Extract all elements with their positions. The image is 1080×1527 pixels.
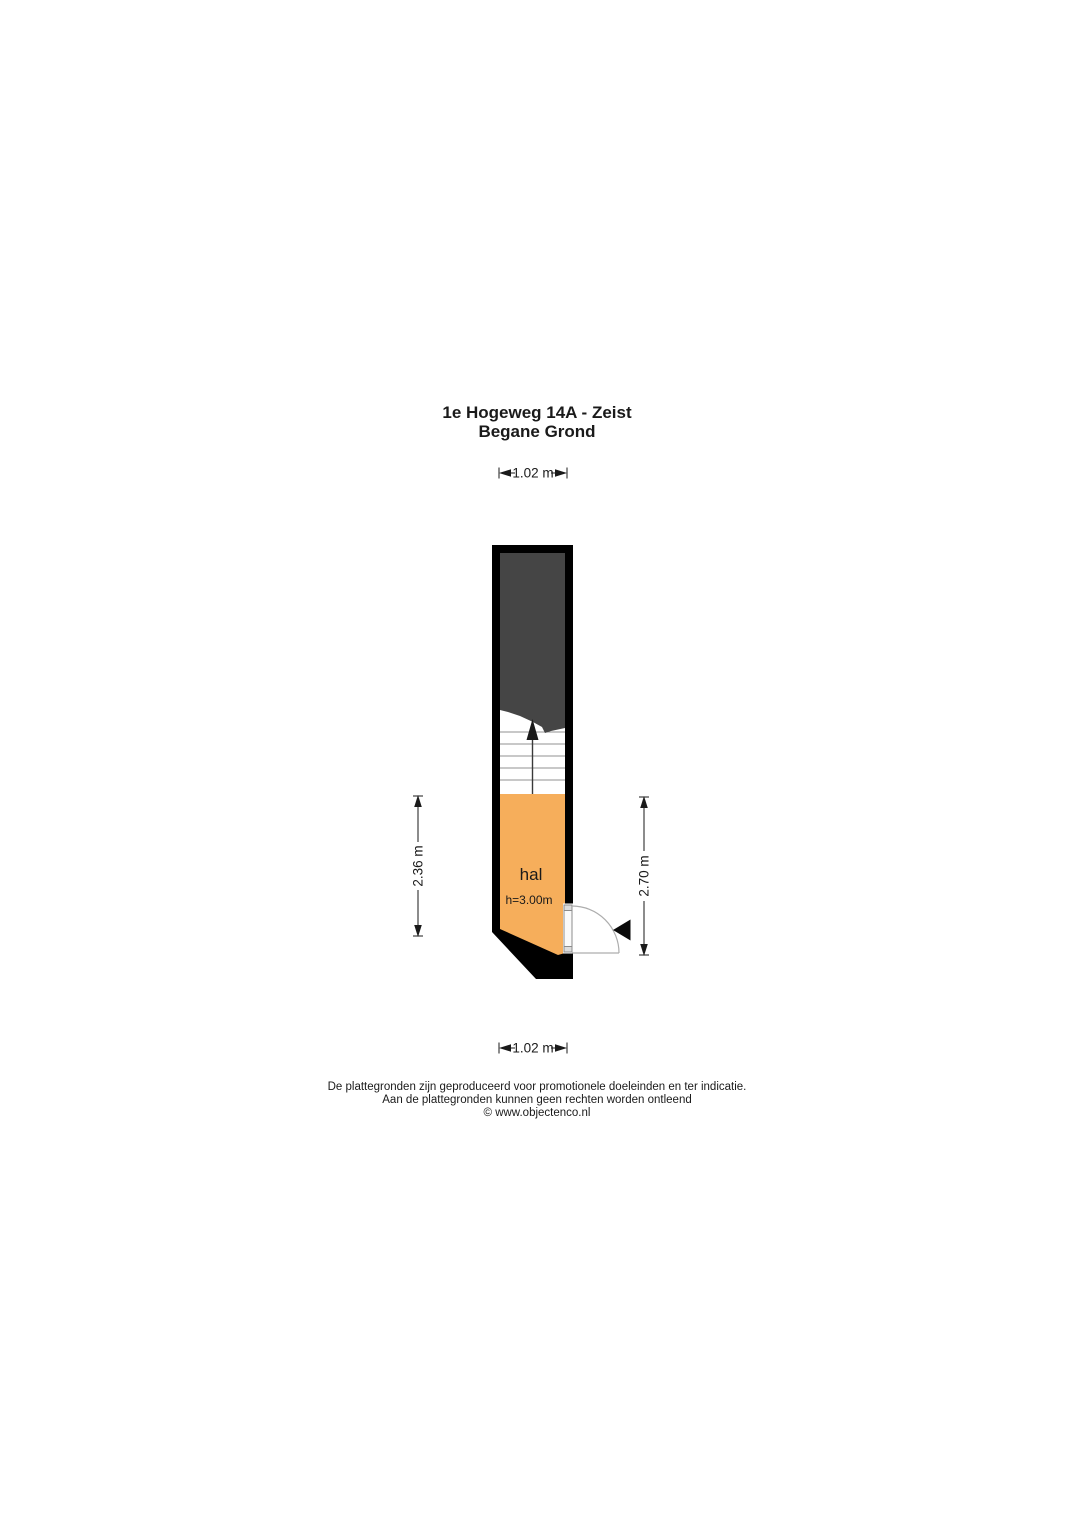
plan-subtitle: Begane Grond (478, 422, 596, 441)
dimension-right-label: 2.70 m (636, 855, 652, 897)
door (563, 904, 619, 954)
door-jamb-bottom (564, 947, 572, 953)
room-label: hal (519, 865, 543, 884)
footer-disclaimer-line2: Aan de plattegronden kunnen geen rechten worden ontleend (382, 1094, 692, 1106)
dimension-left (411, 795, 426, 937)
dimension-left-arrow-top (414, 795, 422, 807)
door-swing-arc (572, 906, 619, 953)
dimension-bottom (499, 1041, 567, 1056)
dimension-top-arrow-right (555, 469, 567, 476)
dimension-right-arrow-bottom (640, 944, 648, 956)
door-jamb-top (564, 905, 572, 911)
room-height-label: h=3.00m (505, 893, 553, 907)
dimension-right (637, 796, 652, 956)
footer-disclaimer (0, 1081, 1074, 1120)
footer-disclaimer-line1: De plattegronden zijn geproduceerd voor promotionele doeleinden en ter indicatie. (327, 1081, 747, 1093)
dimension-top-arrow-left (499, 469, 511, 476)
door-panel (564, 905, 572, 952)
floor-plan (492, 545, 631, 979)
dimension-bottom-arrow-right (555, 1044, 567, 1051)
dimension-bottom-arrow-left (499, 1044, 511, 1051)
footer-copyright: © www.objectenco.nl (483, 1107, 591, 1119)
dimension-left-arrow-bottom (414, 925, 422, 937)
entrance-arrow-icon (613, 920, 631, 941)
dimension-top-label: 1.02 m (512, 465, 554, 481)
dimension-left-label: 2.36 m (410, 845, 426, 887)
dimension-top (499, 466, 567, 481)
dimension-right-arrow-top (640, 796, 648, 808)
void-area (500, 553, 565, 733)
plan-title: 1e Hogeweg 14A - Zeist (442, 403, 632, 422)
dimension-bottom-label: 1.02 m (512, 1040, 554, 1056)
